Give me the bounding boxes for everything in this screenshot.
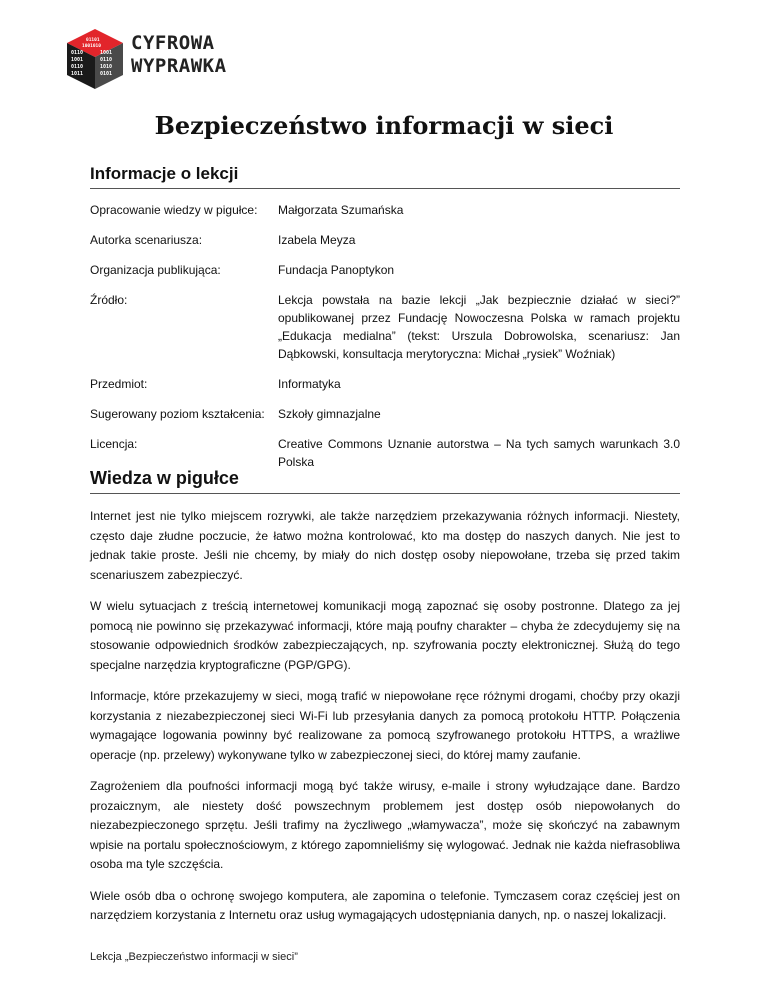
svg-text:0110: 0110	[71, 64, 84, 70]
info-row-publisher	[90, 261, 680, 279]
info-value: Lekcja powstała na bazie lekcji „Jak bezpiecznie działać w sieci?” opublikowanej przez Fundację Nowoczesna Polska w ramach projektu „Edukacja medialna” (tekst: Urszula Dobrowolska, scenariusz: Jan Dąbkowski, konsultacja merytoryczna: Michał „rysiek” Woźniak)	[278, 293, 680, 361]
knowledge-body	[90, 507, 680, 938]
info-label: Przedmiot:	[90, 377, 148, 391]
paragraph: Zagrożeniem dla poufności informacji mogą być także wirusy, e-maile i strony wyłudzające dane. Bardzo prozaicznym, ale niestety dość powszechnym problemem jest dostęp osób niepowołanych do niezabezpieczonego sprzętu. Jeśli trafimy na życzliwego „włamywacza”, może się skończyć na zabawnym wpisie na portalu społecznościowym, z którego zapomnieliśmy się wylogować. Jednak nie każda niefrasobliwa osoba ma tyle szczęścia.	[90, 779, 680, 871]
paragraph: Informacje, które przekazujemy w sieci, mogą trafić w niepowołane ręce różnymi drogami, choćby przy okazji korzystania z niezabezpieczonej sieci Wi-Fi lub przesyłania danych za pomocą protokołu HTTP. Połączenia wymagające logowania powinny być realizowane za pomocą szyfrowanego protokołu HTTPS, a wrażliwe operacje (np. przelewy) wykonywane tylko w zabezpieczonej sieci, do której mamy zaufanie.	[90, 689, 680, 762]
info-value: Informatyka	[278, 377, 341, 391]
info-label: Autorka scenariusza:	[90, 233, 203, 247]
info-label: Źródło:	[90, 293, 128, 307]
info-value: Fundacja Panoptykon	[278, 263, 395, 277]
info-label: Opracowanie wiedzy w pigułce:	[90, 203, 258, 217]
paragraph: W wielu sytuacjach z treścią internetowej komunikacji mogą zapoznać się osoby postronne. Dlatego za jej pomocą nie powinno się przekazywać informacji, które mają poufny charakter – chyba że zdecydujemy się na stosowanie odpowiednich środków zabezpieczających, np. szyfrowania poczty elektronicznej. Służą do tego specjalne narzędzia kryptograficzne (PGP/GPG).	[90, 599, 680, 672]
lesson-info-heading: Informacje o lekcji	[90, 164, 680, 189]
info-row-source	[90, 291, 680, 363]
logo-line-2: WYPRAWKA	[131, 55, 227, 77]
info-label: Sugerowany poziom kształcenia:	[90, 407, 265, 421]
paragraph: Internet jest nie tylko miejscem rozrywki, ale także narzędziem przekazywania różnych informacji. Niestety, często daje złudne poczucie, że łatwo można kontrolować, kto ma dostęp do naszych danych. Nie jest to jednak takie proste. Jeśli nie chcemy, by miały do nich dostęp osoby niepowołane, trzeba się przed takim scenariuszem zabezpieczyć.	[90, 509, 680, 582]
svg-text:1001010: 1001010	[82, 44, 101, 49]
svg-text:0101: 0101	[100, 71, 113, 77]
svg-text:1010: 1010	[100, 64, 113, 70]
info-value: Małgorzata Szumańska	[278, 203, 404, 217]
document-title: Bezpieczeństwo informacji w sieci	[154, 111, 614, 140]
info-label: Licencja:	[90, 437, 138, 451]
logo	[62, 26, 252, 96]
info-row-license	[90, 435, 680, 471]
svg-text:1011: 1011	[71, 71, 84, 77]
info-label: Organizacja publikująca:	[90, 263, 221, 277]
info-value: Creative Commons Uznanie autorstwa – Na tych samych warunkach 3.0 Polska	[278, 437, 680, 469]
svg-text:1001: 1001	[100, 50, 113, 56]
svg-text:0110: 0110	[71, 50, 84, 56]
knowledge-heading: Wiedza w pigułce	[90, 468, 680, 494]
svg-text:1001: 1001	[71, 57, 84, 63]
page-footer: Lekcja „Bezpieczeństwo informacji w sieci”	[90, 951, 298, 963]
binary-cube-icon	[62, 26, 128, 92]
info-value: Izabela Meyza	[278, 233, 356, 247]
info-row-author-summary	[90, 201, 680, 219]
info-value: Szkoły gimnazjalne	[278, 407, 381, 421]
lesson-info-table	[90, 201, 680, 483]
info-row-scenario-author	[90, 231, 680, 249]
svg-text:0110: 0110	[100, 57, 113, 63]
info-row-education-level	[90, 405, 680, 423]
logo-wordmark	[131, 32, 227, 78]
info-row-subject	[90, 375, 680, 393]
svg-text:01101: 01101	[86, 38, 100, 43]
paragraph: Wiele osób dba o ochronę swojego komputera, ale zapomina o telefonie. Tymczasem coraz częściej jest on narzędziem korzystania z Internetu oraz usług wymagających udostępniania danych, np. o naszej lokalizacji.	[90, 888, 680, 922]
logo-line-1: CYFROWA	[131, 32, 215, 54]
